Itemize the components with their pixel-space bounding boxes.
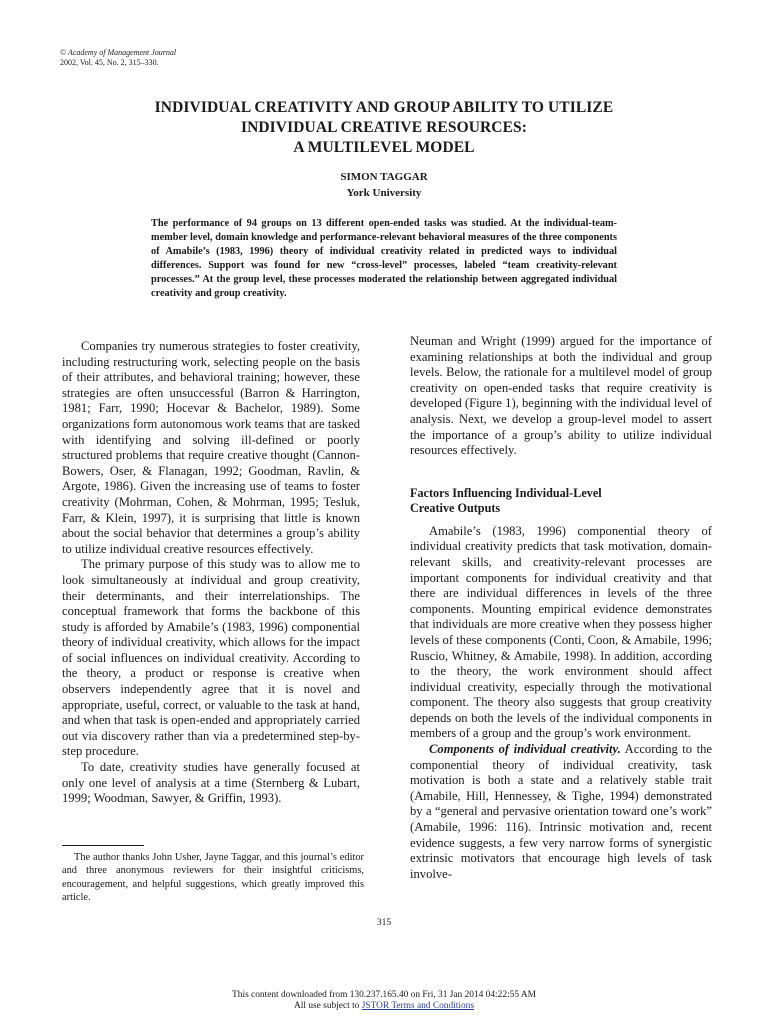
author-name: SIMON TAGGAR bbox=[340, 171, 428, 183]
author-footnote: The author thanks John Usher, Jayne Taggar, and this journal’s editor and three anonymous reviewers for their insightful criticisms, encouragement, and helpful suggestions, which greatly improved this article. bbox=[62, 852, 364, 904]
subsection-runin-heading: Components of individual creativity. bbox=[429, 742, 621, 757]
journal-name: © Academy of Management Journal bbox=[60, 48, 177, 57]
paragraph bbox=[410, 742, 712, 882]
download-notice bbox=[0, 990, 768, 1012]
download-info: This content downloaded from 130.237.165.40 on Fri, 31 Jan 2014 04:22:55 AM bbox=[232, 990, 536, 1000]
page-number: 315 bbox=[376, 918, 392, 928]
author-affiliation: York University bbox=[346, 187, 422, 199]
article-title bbox=[40, 98, 728, 158]
right-column bbox=[410, 334, 712, 882]
paragraph: Neuman and Wright (1999) argued for the importance of examining relationships at both the individual and group levels. Below, the rationale for a multilevel model of group creativity on open-ended tasks that require creativity is developed (Figure 1), beginning with the individual level of analysis. Next, we develop a group-level model to assert the importance of a group’s ability to utilize individual resources effectively. bbox=[410, 334, 712, 458]
paragraph: Amabile’s (1983, 1996) componential theory of individual creativity predicts that task motivation, domain-relevant skills, and creativity-relevant processes are important components for individual creativity and that there are individual differences in levels of the three components. Mounting empirical evidence demonstrates that individuals are more creative when they possess higher levels of these components (Conti, Coon, & Amabile, 1996; Ruscio, Whitney, & Amabile, 1998). In addition, according to the theory, the work environment should affect individual creativity, especially through the motivational component. The theory also suggests that group creativity depends on both the levels of the individual components in members of a group and the group’s work environment. bbox=[410, 523, 712, 741]
section-heading bbox=[410, 486, 712, 516]
section-heading-line-1: Factors Influencing Individual-Level bbox=[410, 485, 602, 500]
terms-line bbox=[0, 1001, 768, 1012]
paragraph: Companies try numerous strategies to foster creativity, including restructuring work, selecting people on the basis of their attributes, and behavioral training; however, these strategies are often unsuccessful (Barron & Harrington, 1981; Farr, 1990; Hocevar & Bachelor, 1989). Some organizations form autonomous work teams that are tasked with identifying and solving ill-defined or poorly structured problems that require creative thought (Cannon-Bowers, Oser, & Flanagan, 1992; Goodman, Ravlin, & Argote, 1986). Given the increasing use of teams to foster creativity (Mohrman, Cohen, & Mohrman, 1995; Tesluk, Farr, & Klein, 1997), it is surprising that little is known about the social behavior that determines a group’s ability to utilize individual creative resources effectively. bbox=[62, 339, 360, 556]
journal-citation bbox=[60, 48, 176, 68]
paragraph: The primary purpose of this study was to allow me to look simultaneously at individual and group creativity, their determinants, and their interrelationships. The conceptual framework that forms the backbone of this study is afforded by Amabile’s (1983, 1996) componential theory of individual creativity, which allows for the impact of social influences on individual creativity. According to the theory, a product or response is creative when observers independently agree that it is novel and appropriate, useful, correct, or valuable to the task at hand, and when that task is open-ended and appropriately carried out via discovery rather than via a predetermined step-by-step procedure. bbox=[62, 557, 360, 759]
jstor-terms-link[interactable]: JSTOR Terms and Conditions bbox=[361, 1001, 474, 1011]
footnote-divider bbox=[62, 845, 144, 846]
paragraph-text: According to the componential theory of individual creativity, task motivation is both a state and a relatively stable trait (Amabile, Hill, Hennessey, & Tighe, 1994) demonstrated by a “general and pervasive orientation toward one’s work” (Amabile, 1996: 116). Intrinsic motivation and, recent evidence suggests, a few very narrow forms of synergistic extrinsic motivators that encourage high levels of task involve- bbox=[410, 742, 712, 881]
title-line-2: INDIVIDUAL CREATIVE RESOURCES: bbox=[240, 119, 528, 136]
volume-issue-pages: 2002, Vol. 45, No. 2, 315–330. bbox=[60, 58, 159, 67]
title-line-3: A MULTILEVEL MODEL bbox=[293, 139, 475, 156]
section-heading-line-2: Creative Outputs bbox=[410, 500, 501, 515]
paragraph: To date, creativity studies have generally focused at only one level of analysis at a time (Sternberg & Lubart, 1999; Woodman, Sawyer, & Griffin, 1993). bbox=[62, 760, 360, 806]
abstract: The performance of 94 groups on 13 different open-ended tasks was studied. At the individual-team-member level, domain knowledge and performance-relevant behavioral measures of the three components of Amabile’s (1983, 1996) theory of individual creativity related in predicted ways to individual differences. Support was found for new “cross-level” processes, labeled “team creativity-relevant processes.” At the group level, these processes moderated the relationship between aggregated individual creativity and group creativity. bbox=[151, 218, 617, 299]
terms-prefix: All use subject to bbox=[294, 1001, 362, 1011]
left-column bbox=[62, 339, 360, 807]
title-line-1: INDIVIDUAL CREATIVITY AND GROUP ABILITY TO UTILIZE bbox=[154, 99, 614, 116]
